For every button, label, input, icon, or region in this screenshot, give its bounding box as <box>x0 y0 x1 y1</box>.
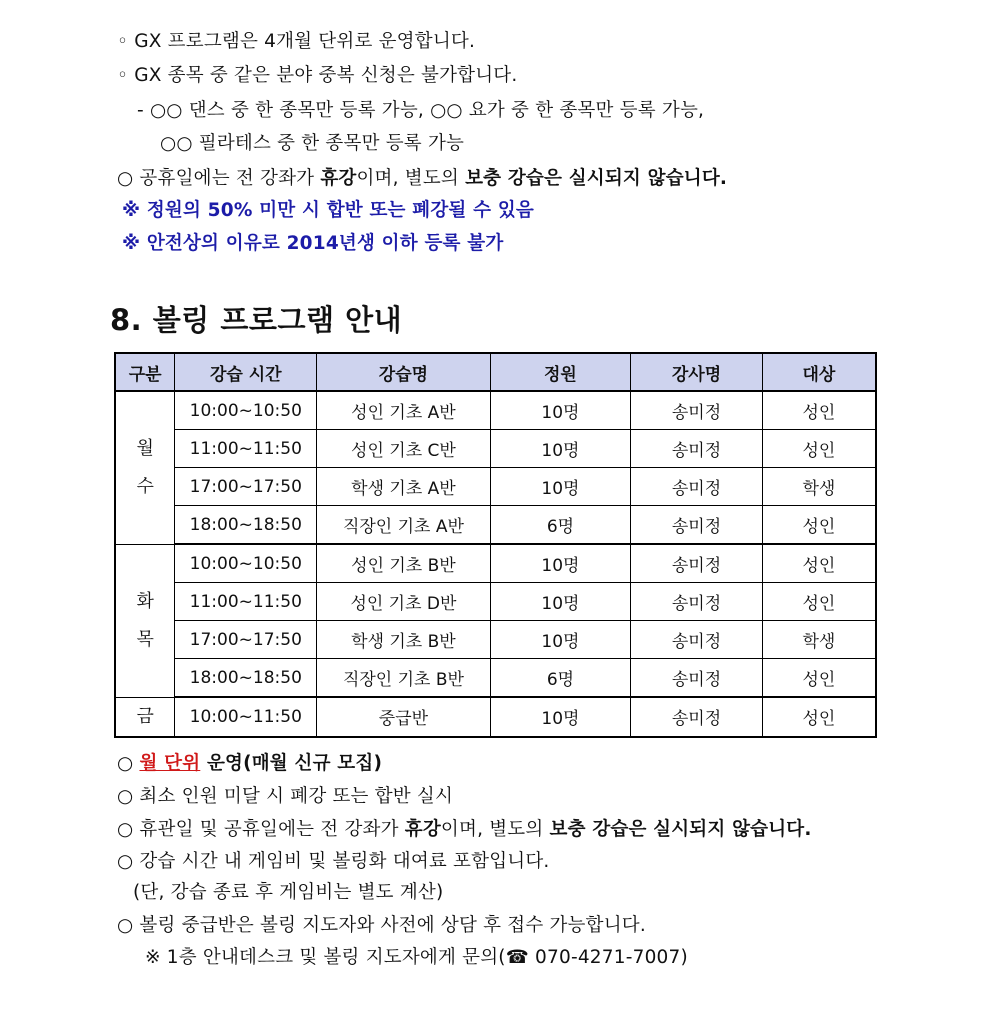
cell-time: 11:00~11:50 <box>175 430 317 468</box>
header-target: 대상 <box>762 353 876 391</box>
cell-instructor: 송미정 <box>631 506 763 545</box>
bowling-note-holiday: ○ 휴관일 및 공휴일에는 전 강좌가 휴강이며, 별도의 보충 강습은 실시되지 않습니다. <box>117 819 812 840</box>
cell-class: 학생 기초 A반 <box>317 468 490 506</box>
cell-instructor: 송미정 <box>631 391 763 430</box>
cell-target: 학생 <box>762 621 876 659</box>
cell-capacity: 10명 <box>490 621 631 659</box>
cell-target: 성인 <box>762 697 876 737</box>
gx-note-pilates: ○○ 필라테스 중 한 종목만 등록 가능 <box>160 133 465 154</box>
cell-time: 17:00~17:50 <box>175 468 317 506</box>
gx-note-term: ◦ GX 프로그램은 4개월 단위로 운영합니다. <box>117 31 476 52</box>
bowling-note-monthly: ○ 월 단위 운영(매월 신규 모집) <box>117 753 383 774</box>
cell-class: 중급반 <box>317 697 490 737</box>
cell-capacity: 6명 <box>490 659 631 698</box>
table-row <box>115 659 876 698</box>
day-cell-tue-thu: 화 목 <box>115 544 175 697</box>
bowling-note-contact: ※ 1층 안내데스크 및 볼링 지도자에게 문의(☎ 070-4271-7007) <box>145 947 688 968</box>
table-row <box>115 468 876 506</box>
bowling-schedule-table <box>114 352 877 738</box>
phone-icon: ☎ <box>505 947 529 968</box>
day-cell-mon-wed: 월 수 <box>115 391 175 544</box>
table-row <box>115 697 876 737</box>
cell-capacity: 10명 <box>490 468 631 506</box>
table-header-row <box>115 353 876 391</box>
bowling-note-min-enrollment: ○ 최소 인원 미달 시 폐강 또는 합반 실시 <box>117 786 454 807</box>
cell-target: 성인 <box>762 583 876 621</box>
header-category: 구분 <box>115 353 175 391</box>
cell-instructor: 송미정 <box>631 583 763 621</box>
cell-capacity: 10명 <box>490 697 631 737</box>
header-class: 강습명 <box>317 353 490 391</box>
cell-time: 10:00~11:50 <box>175 697 317 737</box>
table-row <box>115 544 876 583</box>
cell-time: 17:00~17:50 <box>175 621 317 659</box>
cell-instructor: 송미정 <box>631 621 763 659</box>
cell-class: 학생 기초 B반 <box>317 621 490 659</box>
cell-class: 직장인 기초 B반 <box>317 659 490 698</box>
cell-instructor: 송미정 <box>631 697 763 737</box>
cell-time: 10:00~10:50 <box>175 544 317 583</box>
cell-target: 학생 <box>762 468 876 506</box>
bowling-note-fees-exception: (단, 강습 종료 후 게임비는 별도 계산) <box>133 882 444 903</box>
table-row <box>115 430 876 468</box>
section-title: 8. 볼링 프로그램 안내 <box>110 303 403 337</box>
cell-class: 직장인 기초 A반 <box>317 506 490 545</box>
cell-time: 18:00~18:50 <box>175 506 317 545</box>
cell-class: 성인 기초 D반 <box>317 583 490 621</box>
cell-instructor: 송미정 <box>631 544 763 583</box>
gx-note-capacity: ※ 정원의 50% 미만 시 합반 또는 폐강될 수 있음 <box>122 200 534 221</box>
cell-time: 10:00~10:50 <box>175 391 317 430</box>
gx-note-duplicate: ◦ GX 종목 중 같은 분야 중복 신청은 불가합니다. <box>117 65 518 86</box>
header-capacity: 정원 <box>490 353 631 391</box>
cell-instructor: 송미정 <box>631 659 763 698</box>
cell-capacity: 10명 <box>490 430 631 468</box>
cell-class: 성인 기초 B반 <box>317 544 490 583</box>
cell-capacity: 6명 <box>490 506 631 545</box>
day-cell-fri: 금 <box>115 697 175 737</box>
cell-class: 성인 기초 C반 <box>317 430 490 468</box>
cell-target: 성인 <box>762 391 876 430</box>
cell-time: 11:00~11:50 <box>175 583 317 621</box>
contact-phone-number: 070-4271-7007) <box>528 947 688 968</box>
table-row <box>115 583 876 621</box>
gx-note-dance-yoga: - ○○ 댄스 중 한 종목만 등록 가능, ○○ 요가 중 한 종목만 등록 가능, <box>137 100 705 121</box>
gx-note-holiday: ○ 공휴일에는 전 강좌가 휴강이며, 별도의 보충 강습은 실시되지 않습니다. <box>117 168 728 189</box>
table-row <box>115 506 876 545</box>
cell-target: 성인 <box>762 659 876 698</box>
table-row <box>115 391 876 430</box>
cell-capacity: 10명 <box>490 544 631 583</box>
bowling-note-fees-included: ○ 강습 시간 내 게임비 및 볼링화 대여료 포함입니다. <box>117 851 550 872</box>
header-time: 강습 시간 <box>175 353 317 391</box>
cell-class: 성인 기초 A반 <box>317 391 490 430</box>
cell-target: 성인 <box>762 430 876 468</box>
cell-time: 18:00~18:50 <box>175 659 317 698</box>
cell-capacity: 10명 <box>490 583 631 621</box>
cell-target: 성인 <box>762 506 876 545</box>
bowling-note-intermediate: ○ 볼링 중급반은 볼링 지도자와 사전에 상담 후 접수 가능합니다. <box>117 915 646 936</box>
gx-note-age-limit: ※ 안전상의 이유로 2014년생 이하 등록 불가 <box>122 233 504 254</box>
cell-capacity: 10명 <box>490 391 631 430</box>
cell-instructor: 송미정 <box>631 468 763 506</box>
header-instructor: 강사명 <box>631 353 763 391</box>
cell-instructor: 송미정 <box>631 430 763 468</box>
table-row <box>115 621 876 659</box>
cell-target: 성인 <box>762 544 876 583</box>
